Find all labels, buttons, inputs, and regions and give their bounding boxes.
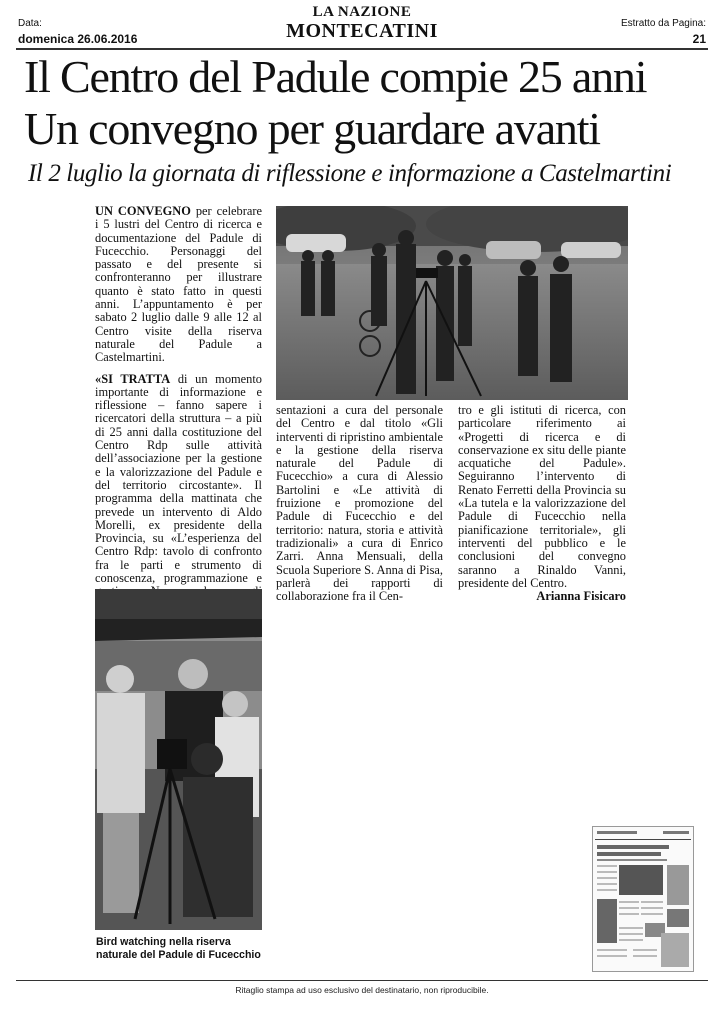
paragraph-1-lead: UN CONVEGNO bbox=[95, 204, 191, 218]
date-label: Data: bbox=[18, 18, 42, 29]
paragraph-4: tro e gli istituti di ricerca, con particolare riferimento ai «Progetti di ricerca e di conservazione ex situ delle piante acquatiche del Padule». Seguiranno l’intervento di Renato Ferretti della Provincia su «La tutela e la valorizzazione del Padule di Fucecchio nella pianificazione territoriale», gli interventi del pubblico e le conclusioni del convegno saranno a Rinaldo Vanni, presidente del Centro. bbox=[458, 403, 626, 590]
photo-telescope-image bbox=[95, 589, 262, 930]
subheadline: Il 2 luglio la giornata di riflessione e informazione a Castelmartini bbox=[28, 160, 672, 187]
photo-caption bbox=[96, 936, 296, 961]
paragraph-2-text: di un momento importante di informazione e riflessione – fanno sapere i ricercatori della struttura – a più di 25 anni dalla costituzione del Centro Rdp sulle attività dell’associazione per la gestione e la valorizzazione del Padule e del territorio circostante». Il programma della mattinata che prevede un intervento di Aldo Morelli, ex presidente della Provincia, su «L’esperienza del Centro Rdp: tavolo di confronto fra le parti e strumento di conoscenza, programmazione e bbox=[95, 371, 262, 586]
paragraph-2-lead: «SI TRATTA bbox=[95, 371, 171, 386]
masthead bbox=[0, 4, 724, 42]
article-column-2 bbox=[276, 403, 443, 604]
page-thumbnail bbox=[592, 826, 694, 972]
masthead-top: LA NAZIONE bbox=[312, 4, 412, 20]
page-number: 21 bbox=[692, 32, 706, 46]
photo-field-image bbox=[276, 206, 628, 400]
page-label: Estratto da Pagina: bbox=[620, 18, 706, 29]
date-value: domenica 26.06.2016 bbox=[18, 32, 138, 46]
caption-line-2: naturale del Padule di Fucecchio bbox=[96, 948, 261, 961]
author-byline: Arianna Fisicaro bbox=[536, 589, 626, 604]
header-rule bbox=[16, 48, 708, 50]
masthead-main: MONTECATINI bbox=[286, 20, 438, 42]
photo-bird-watchers-field bbox=[276, 206, 628, 400]
caption-line-1: Bird watching nella riserva bbox=[96, 936, 231, 948]
article-column-3 bbox=[458, 403, 626, 604]
article-column-1 bbox=[95, 205, 262, 585]
paragraph-3: sentazioni a cura del personale del Centro e dal titolo «Gli interventi di ripristino ambientale e la gestione della riserva naturale del Padule di Fucecchio» a cura di Alessio Bartolini e «Le attività di fruizione e promozione del Padule di Fucecchio e del territorio: natura, storia e attività tradizionali» a cura di Enrico Zarri. Anna Mensuali, della Scuola Superiore S. Anna di Pisa, parlerà dei rapporti di collaborazione fra il Cen- bbox=[276, 403, 443, 604]
footer-rule bbox=[16, 980, 708, 981]
headline-line-2: Un convegno per guardare avanti bbox=[24, 103, 600, 154]
paragraph-1 bbox=[95, 205, 262, 365]
headline-line-1: Il Centro del Padule compie 25 anni bbox=[24, 51, 647, 102]
photo-bird-watching-telescope bbox=[95, 589, 262, 930]
paragraph-1-text: per celebrare i 5 lustri del Centro di ricerca e documentazione del Padule di Fucecchio. Personaggi del passato e del presente si confronteranno per illustrare quanto è stato fatto in questi anni. L’appuntamento è per sabato 2 luglio dalle 9 alle 12 al Centro visite della riserva naturale del Padule a Castelmartini. bbox=[95, 204, 262, 365]
paragraph-2 bbox=[95, 373, 262, 612]
footer-notice: Ritaglio stampa ad uso esclusivo del destinatario, non riproducibile. bbox=[235, 985, 489, 995]
